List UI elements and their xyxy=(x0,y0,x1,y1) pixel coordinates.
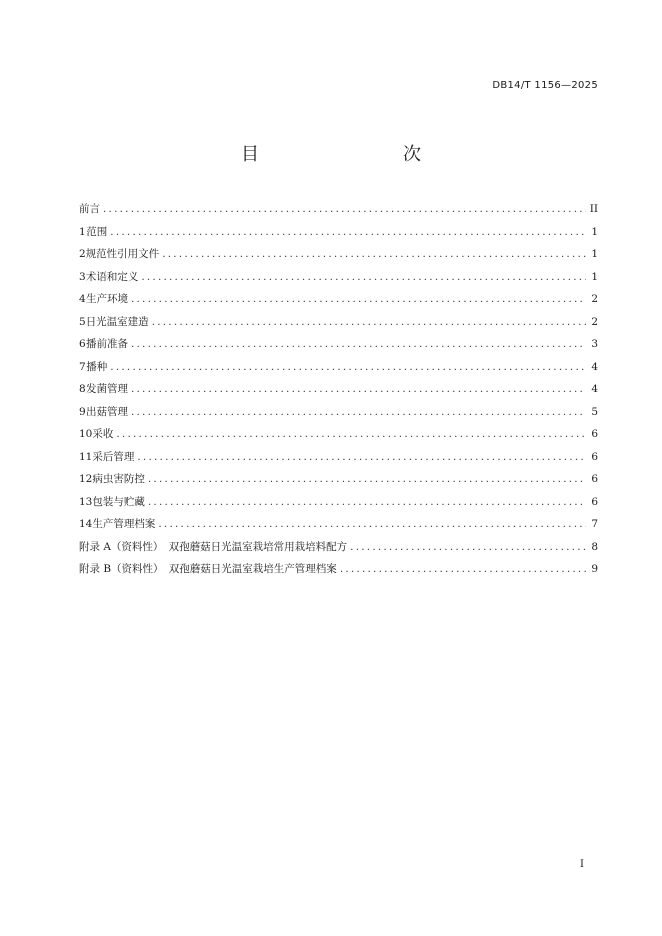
toc-entry-page: 4 xyxy=(591,360,598,373)
toc-entry-label: 附录 A（资料性） 双孢蘑菇日光温室栽培常用栽培料配方 xyxy=(79,540,348,553)
toc-entry[interactable] xyxy=(79,513,598,536)
toc-entry[interactable] xyxy=(79,378,598,401)
toc-entry[interactable] xyxy=(79,311,598,334)
dot-leader xyxy=(110,221,586,244)
page-title: 目 次 xyxy=(241,144,457,165)
toc-entry-page: 9 xyxy=(591,563,598,575)
toc-entry-label: 播前准备 xyxy=(85,338,128,350)
toc-entry[interactable] xyxy=(79,198,598,221)
toc-entry[interactable] xyxy=(79,536,598,559)
toc-entry-page: 5 xyxy=(591,405,598,418)
toc-entry-number: 10 xyxy=(79,428,93,440)
toc-entry-page: 3 xyxy=(591,338,598,350)
toc-entry-label: 附录 B（资料性） 双孢蘑菇日光温室栽培生产管理档案 xyxy=(79,563,337,575)
toc-entry-number: 14 xyxy=(79,518,93,530)
dot-leader xyxy=(148,491,586,514)
toc-entry-page: 1 xyxy=(591,248,598,260)
toc-entry-page: 1 xyxy=(591,225,598,238)
toc-entry-page: 4 xyxy=(591,383,598,395)
dot-leader xyxy=(350,536,586,559)
toc-entry[interactable] xyxy=(79,266,598,289)
dot-leader xyxy=(103,198,586,221)
dot-leader xyxy=(131,401,586,424)
toc-entry-number: 8 xyxy=(79,383,86,395)
toc-entry[interactable] xyxy=(79,243,598,266)
toc-entry-label: 发菌管理 xyxy=(85,383,128,395)
toc-entry-page: 6 xyxy=(591,473,598,485)
toc-entry-label: 出菇管理 xyxy=(85,405,128,418)
dot-leader xyxy=(148,468,586,491)
toc-entry[interactable] xyxy=(79,401,598,424)
toc-entry-label: 采后管理 xyxy=(92,450,135,463)
document-code: DB14/T 1156—2025 xyxy=(492,80,598,91)
toc-entry[interactable] xyxy=(79,288,598,311)
toc-entry[interactable] xyxy=(79,491,598,514)
toc-entry-number: 9 xyxy=(79,405,86,418)
toc-entry-page: 2 xyxy=(591,293,598,305)
dot-leader xyxy=(162,243,586,266)
toc-entry-label: 病虫害防控 xyxy=(92,473,145,485)
toc-entry-page: II xyxy=(589,203,598,215)
toc-entry-number: 2 xyxy=(79,248,86,260)
toc-entry-number: 12 xyxy=(79,473,93,485)
dot-leader xyxy=(158,513,586,536)
toc-entry-label: 规范性引用文件 xyxy=(85,248,160,260)
toc-entry-number: 5 xyxy=(79,315,86,328)
page-number: I xyxy=(580,859,584,870)
toc-entry-page: 1 xyxy=(591,270,598,283)
dot-leader xyxy=(131,378,586,401)
toc-entry-number: 7 xyxy=(79,360,86,373)
toc-entry[interactable] xyxy=(79,446,598,469)
dot-leader xyxy=(340,558,586,581)
dot-leader xyxy=(110,356,586,379)
toc-entry-label: 生产环境 xyxy=(85,293,128,305)
dot-leader xyxy=(152,311,586,334)
toc-entry-number: 4 xyxy=(79,293,86,305)
toc-entry-label: 日光温室建造 xyxy=(85,315,149,328)
toc-entry-label: 前言 xyxy=(79,203,100,215)
toc-entry-label: 生产管理档案 xyxy=(92,518,156,530)
dot-leader xyxy=(141,266,586,289)
toc-entry-label: 范围 xyxy=(86,225,108,238)
toc-entry[interactable] xyxy=(79,558,598,581)
table-of-contents xyxy=(79,198,598,581)
toc-entry[interactable] xyxy=(79,356,598,379)
toc-entry-page: 2 xyxy=(591,315,598,328)
toc-entry-page: 6 xyxy=(591,495,598,508)
toc-entry[interactable] xyxy=(79,333,598,356)
toc-entry-page: 6 xyxy=(591,450,598,463)
toc-entry-number: 3 xyxy=(79,270,86,283)
toc-entry-page: 6 xyxy=(591,428,598,440)
toc-entry-page: 7 xyxy=(591,518,598,530)
toc-entry-page: 8 xyxy=(591,540,598,553)
dot-leader xyxy=(131,288,586,311)
toc-entry[interactable] xyxy=(79,423,598,446)
dot-leader xyxy=(137,446,586,469)
toc-entry-label: 播种 xyxy=(86,360,108,373)
toc-entry-label: 包装与贮藏 xyxy=(92,495,145,508)
toc-entry-label: 术语和定义 xyxy=(85,270,139,283)
toc-entry[interactable] xyxy=(79,221,598,244)
dot-leader xyxy=(131,333,586,356)
toc-entry[interactable] xyxy=(79,468,598,491)
toc-entry-label: 采收 xyxy=(92,428,114,440)
toc-entry-number: 1 xyxy=(79,225,86,238)
toc-entry-number: 11 xyxy=(79,450,93,463)
dot-leader xyxy=(116,423,586,446)
toc-entry-number: 6 xyxy=(79,338,86,350)
toc-entry-number: 13 xyxy=(79,495,93,508)
